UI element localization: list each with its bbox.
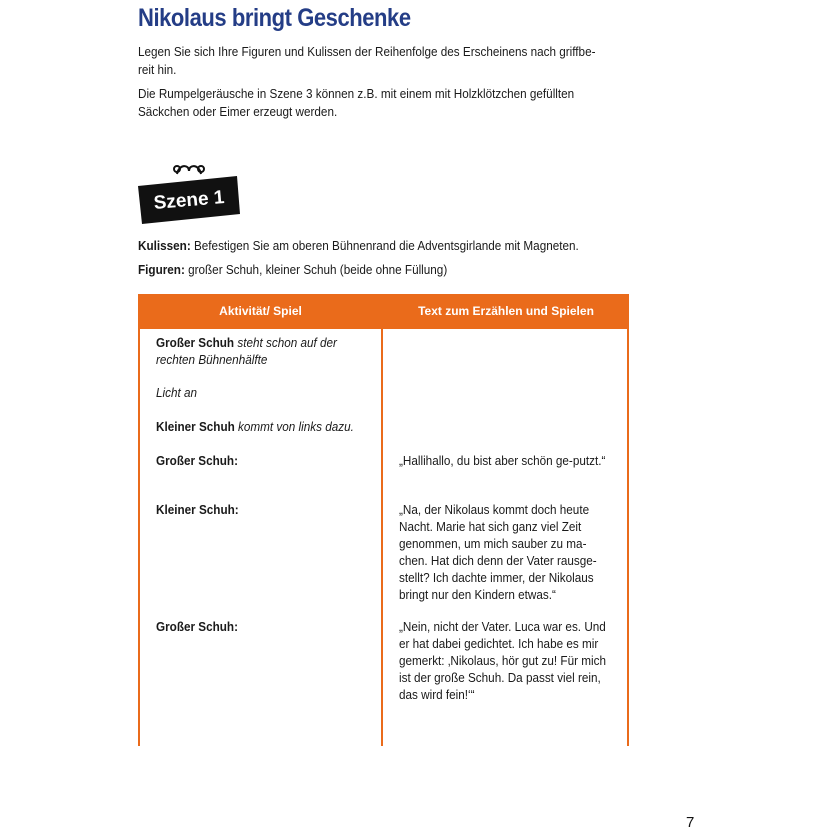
table-header [138, 294, 629, 328]
figuren-line [138, 261, 447, 279]
table-row [156, 419, 379, 436]
stage-direction: kommt von links dazu. [238, 420, 354, 434]
actor-name: Großer Schuh: [156, 454, 238, 468]
stage-direction: steht schon auf der rechten Bühnenhälfte [156, 336, 337, 367]
table-border-right [627, 328, 629, 746]
actor-name: Kleiner Schuh [156, 420, 235, 434]
kulissen-text: Befestigen Sie am oberen Bühnenrand die Adventsgirlande mit Magneten. [193, 239, 579, 253]
kulissen-line [138, 237, 579, 255]
intro-paragraph-2: Die Rumpelgeräusche in Szene 3 können z.B. mit einem mit Holzklötzchen gefüllten Säckchen oder Eimer erzeugt werden. [138, 87, 575, 119]
page-title: Nikolaus bringt Geschenke [138, 4, 411, 32]
kulissen-label: Kulissen: [138, 239, 191, 253]
table-row [156, 385, 379, 402]
scene-badge-label: Szene 1 [152, 186, 226, 215]
column-header-text: Text zum Erzählen und Spielen [418, 304, 594, 318]
actor-name: Großer Schuh [156, 336, 235, 350]
ornament-icon [174, 166, 204, 174]
actor-name: Kleiner Schuh: [156, 503, 239, 517]
dialogue-text: „Hallihallo, du bist aber schön ge-putzt.“ [399, 454, 606, 468]
table-divider [138, 326, 629, 329]
figuren-label: Figuren: [138, 263, 185, 277]
table-row [156, 502, 379, 519]
actor-name: Großer Schuh: [156, 620, 238, 634]
dialogue-text: „Nein, nicht der Vater. Luca war es. Und er hat dabei gedichtet. Ich habe es mir gemerkt: ‚Nikolaus, hör gut zu! Für mich ist der große Schuh. Da passt viel rein, das wird fein!‘“ [399, 620, 606, 702]
page-number: 7 [686, 814, 695, 831]
table-row [156, 335, 379, 369]
column-header-activity: Aktivität/ Spiel [219, 304, 302, 318]
scene-badge [134, 158, 244, 228]
table-row [156, 453, 379, 470]
table-border-left [138, 328, 140, 746]
dialogue-text: „Na, der Nikolaus kommt doch heute Nacht. Marie hat sich ganz viel Zeit genommen, um mich sauber zu ma-chen. Hat dich denn der Vater rausge-stellt? Ich dachte immer, der Nikolaus bringt nur den Kindern etwas.“ [399, 503, 597, 602]
stage-direction: Licht an [156, 386, 198, 400]
figuren-text: großer Schuh, kleiner Schuh (beide ohne Füllung) [188, 263, 448, 277]
intro-paragraph-1: Legen Sie sich Ihre Figuren und Kulissen der Reihenfolge des Erscheinens nach griffbe- reit hin. [138, 45, 596, 77]
table-row [156, 619, 379, 636]
table-border-middle [381, 328, 383, 746]
